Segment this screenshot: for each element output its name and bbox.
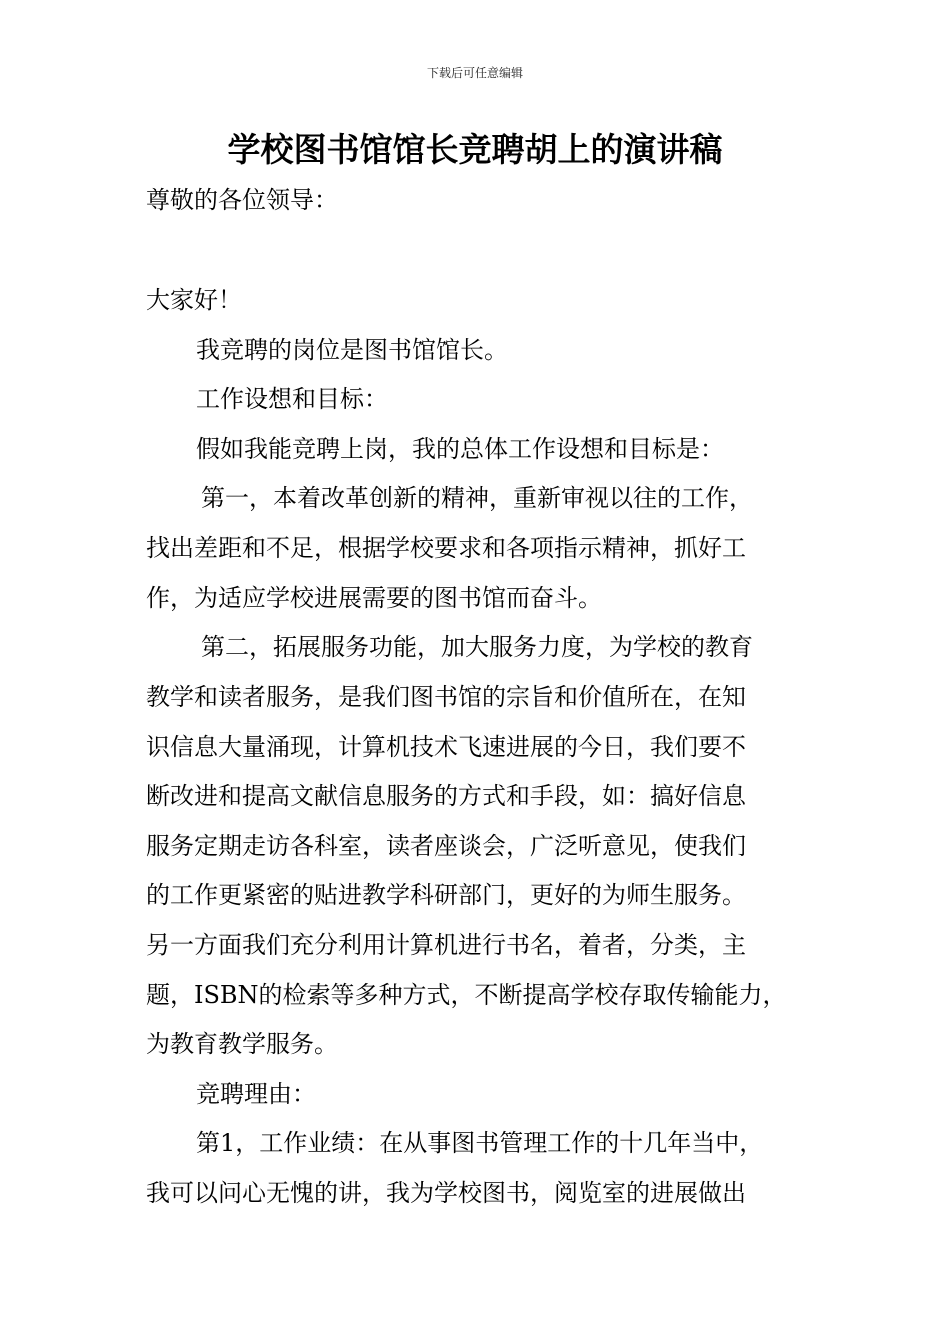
section-heading: 工作设想和目标：	[196, 385, 388, 413]
paragraph-line: 作，为适应学校进展需要的图书馆而奋斗。	[146, 584, 602, 612]
paragraph-line: 的工作更紧密的贴进教学科研部门，更好的为师生服务。	[146, 881, 746, 909]
paragraph-line: 题，ISBN的检索等多种方式，不断提高学校存取传输能力，	[146, 981, 787, 1009]
section-heading: 竞聘理由：	[196, 1080, 316, 1108]
paragraph-line: 断改进和提高文献信息服务的方式和手段，如：搞好信息	[146, 782, 746, 810]
paragraph-line: 第1，工作业绩：在从事图书管理工作的十几年当中，	[196, 1129, 764, 1157]
paragraph-line: 教学和读者服务，是我们图书馆的宗旨和价值所在，在知	[146, 683, 746, 711]
paragraph-line: 另一方面我们充分利用计算机进行书名，着者，分类，主	[146, 931, 746, 959]
page-header: 下载后可任意编辑	[426, 66, 523, 80]
paragraph-line: 识信息大量涌现，计算机技术飞速进展的今日，我们要不	[146, 733, 746, 761]
paragraph-line: 我竞聘的岗位是图书馆馆长。	[196, 336, 508, 364]
paragraph-line: 我可以问心无愧的讲，我为学校图书，阅览室的进展做出	[146, 1179, 746, 1207]
greeting: 大家好！	[146, 286, 242, 314]
salutation: 尊敬的各位领导：	[146, 186, 338, 214]
paragraph-line: 假如我能竞聘上岗，我的总体工作设想和目标是：	[196, 435, 724, 463]
paragraph-line: 为教育教学服务。	[146, 1030, 338, 1058]
paragraph-line: 第一，本着改革创新的精神，重新审视以往的工作，	[201, 484, 753, 512]
paragraph-line: 第二，拓展服务功能，加大服务力度，为学校的教育	[201, 633, 753, 661]
paragraph-line: 找出差距和不足，根据学校要求和各项指示精神，抓好工	[146, 534, 746, 562]
document-title: 学校图书馆馆长竞聘胡上的演讲稿	[227, 130, 723, 169]
paragraph-line: 服务定期走访各科室，读者座谈会，广泛听意见，使我们	[146, 832, 746, 860]
